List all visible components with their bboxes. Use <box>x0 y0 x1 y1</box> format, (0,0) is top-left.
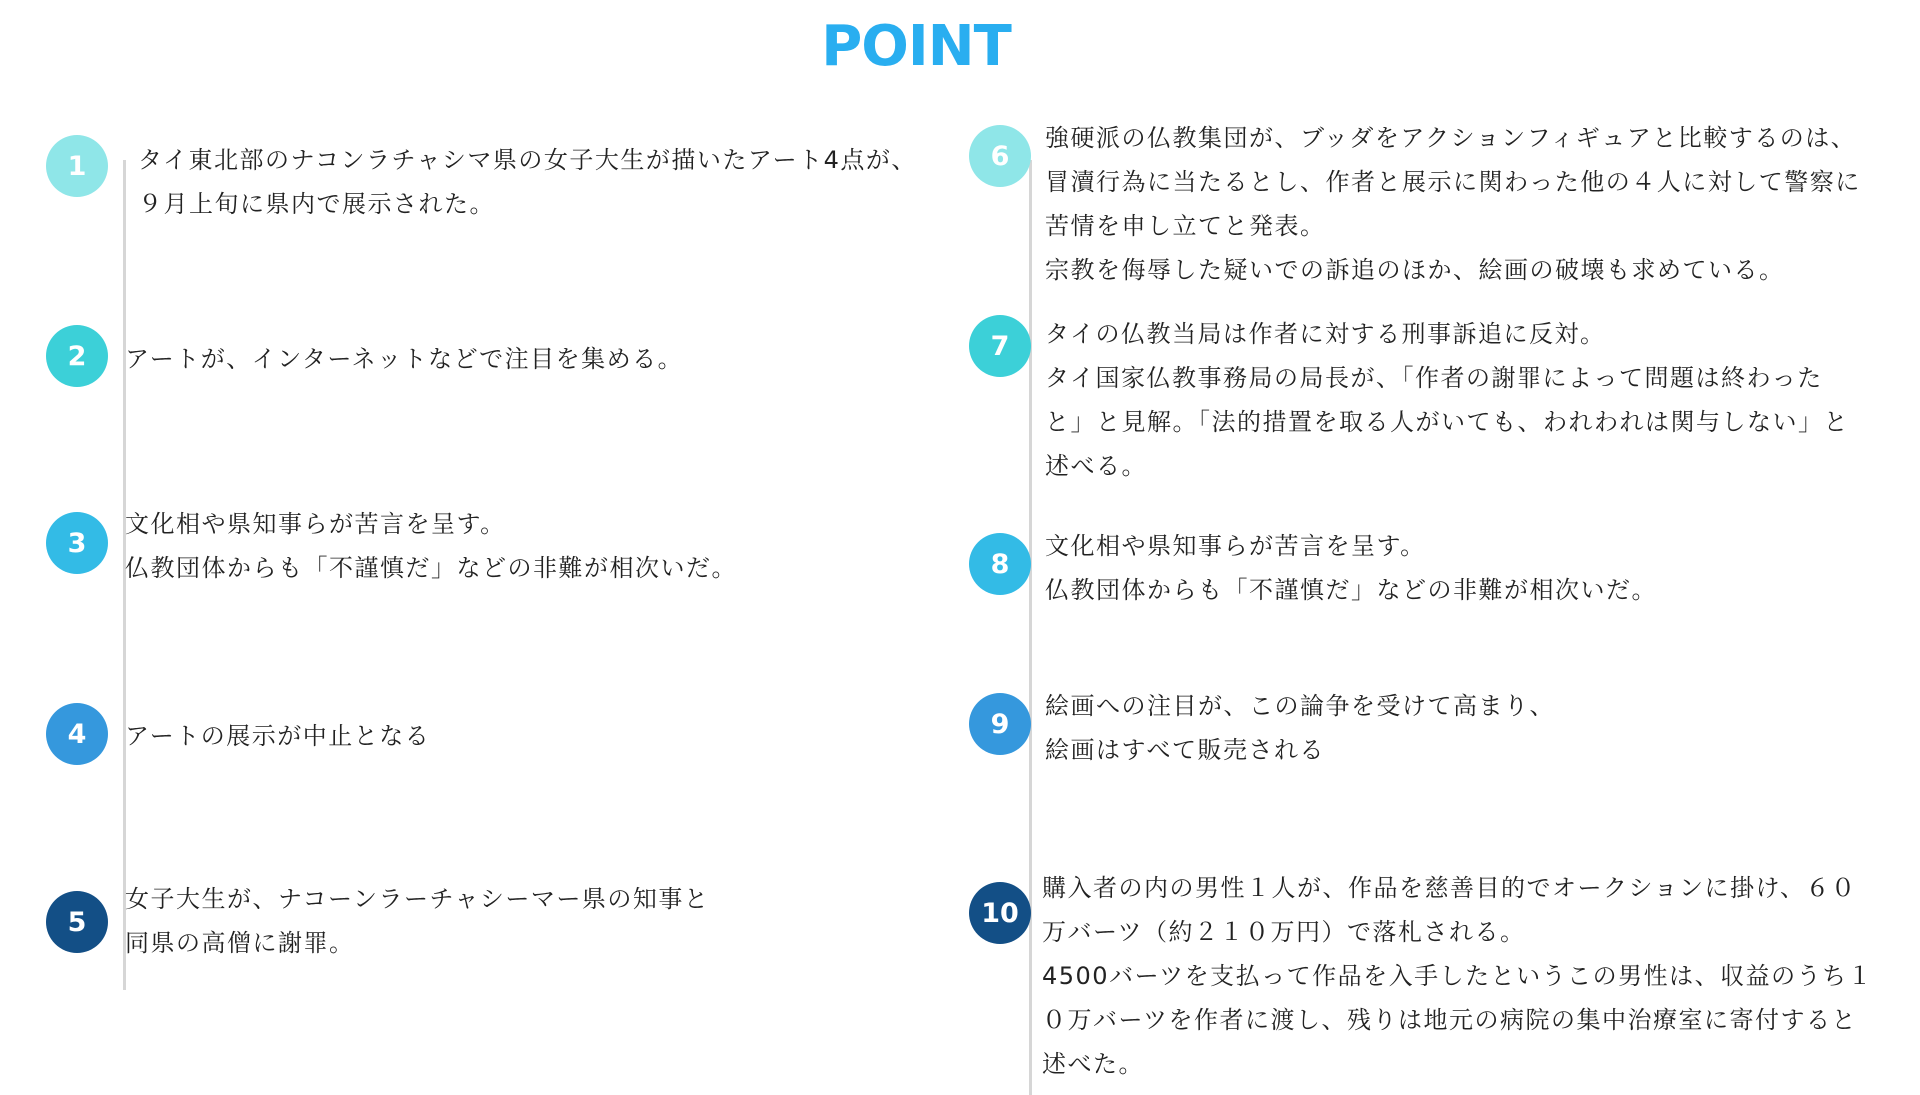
point-number-badge-10: 10 <box>969 882 1031 944</box>
point-text-line: タイ東北部のナコンラチャシマ県の女子大生が描いたアート4点が、 <box>138 146 917 174</box>
point-text-6 <box>1045 116 1861 292</box>
point-text-2 <box>125 337 683 381</box>
point-number-badge-7: 7 <box>969 315 1031 377</box>
point-text-line: 絵画への注目が、この論争を受けて高まり、 <box>1045 692 1555 720</box>
point-text-line: ９月上旬に県内で展示された。 <box>138 190 495 218</box>
page-title: POINT <box>821 14 1011 79</box>
point-text-line: タイの仏教当局は作者に対する刑事訴追に反対。 <box>1045 320 1606 348</box>
point-text-line: 冒瀆行為に当たるとし、作者と展示に関わった他の４人に対して警察に <box>1045 168 1861 196</box>
point-text-line: 文化相や県知事らが苦言を呈す。 <box>125 510 506 538</box>
point-text-line: タイ国家仏教事務局の局長が、「作者の謝罪によって問題は終わった <box>1045 364 1823 392</box>
point-text-3 <box>125 502 737 590</box>
point-text-line: 文化相や県知事らが苦言を呈す。 <box>1045 532 1426 560</box>
point-number-badge-1: 1 <box>46 135 108 197</box>
point-text-line: 述べた。 <box>1042 1050 1144 1078</box>
point-text-line: アートの展示が中止となる <box>125 722 431 750</box>
point-text-line: 4500バーツを支払って作品を入手したというこの男性は、収益のうち１ <box>1042 962 1874 990</box>
point-number-badge-8: 8 <box>969 533 1031 595</box>
point-text-1 <box>138 138 917 226</box>
point-number-badge-9: 9 <box>969 693 1031 755</box>
point-text-line: 強硬派の仏教集団が、ブッダをアクションフィギュアと比較するのは、 <box>1045 124 1857 152</box>
point-text-line: アートが、インターネットなどで注目を集める。 <box>125 345 684 373</box>
point-text-line: 仏教団体からも「不謹慎だ」などの非難が相次いだ。 <box>1045 576 1657 604</box>
point-number-badge-4: 4 <box>46 703 108 765</box>
point-text-line: 女子大生が、ナコーンラーチャシーマー県の知事と <box>125 885 710 913</box>
point-text-5 <box>125 877 709 965</box>
point-text-line: ０万バーツを作者に渡し、残りは地元の病院の集中治療室に寄付すると <box>1042 1006 1858 1034</box>
right-timeline-line <box>1029 160 1032 1095</box>
point-text-line: 苦情を申し立てと発表。 <box>1045 212 1326 240</box>
point-text-line: 同県の高僧に謝罪。 <box>125 929 355 957</box>
point-text-8 <box>1045 524 1657 612</box>
point-text-line: 万バーツ（約２１０万円）で落札される。 <box>1042 918 1526 946</box>
point-text-line: 絵画はすべて販売される <box>1045 736 1326 764</box>
point-number-badge-6: 6 <box>969 125 1031 187</box>
point-text-9 <box>1045 684 1555 772</box>
point-text-line: 宗教を侮辱した疑いでの訴追のほか、絵画の破壊も求めている。 <box>1045 256 1785 284</box>
point-text-7 <box>1045 312 1849 488</box>
point-text-10 <box>1042 866 1873 1086</box>
point-text-line: 仏教団体からも「不謹慎だ」などの非難が相次いだ。 <box>125 554 737 582</box>
point-number-badge-3: 3 <box>46 512 108 574</box>
point-number-badge-2: 2 <box>46 325 108 387</box>
point-text-4 <box>125 714 430 758</box>
point-text-line: と」と見解。「法的措置を取る人がいても、われわれは関与しない」と <box>1045 408 1849 436</box>
point-number-badge-5: 5 <box>46 891 108 953</box>
point-text-line: 述べる。 <box>1045 452 1147 480</box>
point-text-line: 購入者の内の男性１人が、作品を慈善目的でオークションに掛け、６０ <box>1042 874 1857 902</box>
